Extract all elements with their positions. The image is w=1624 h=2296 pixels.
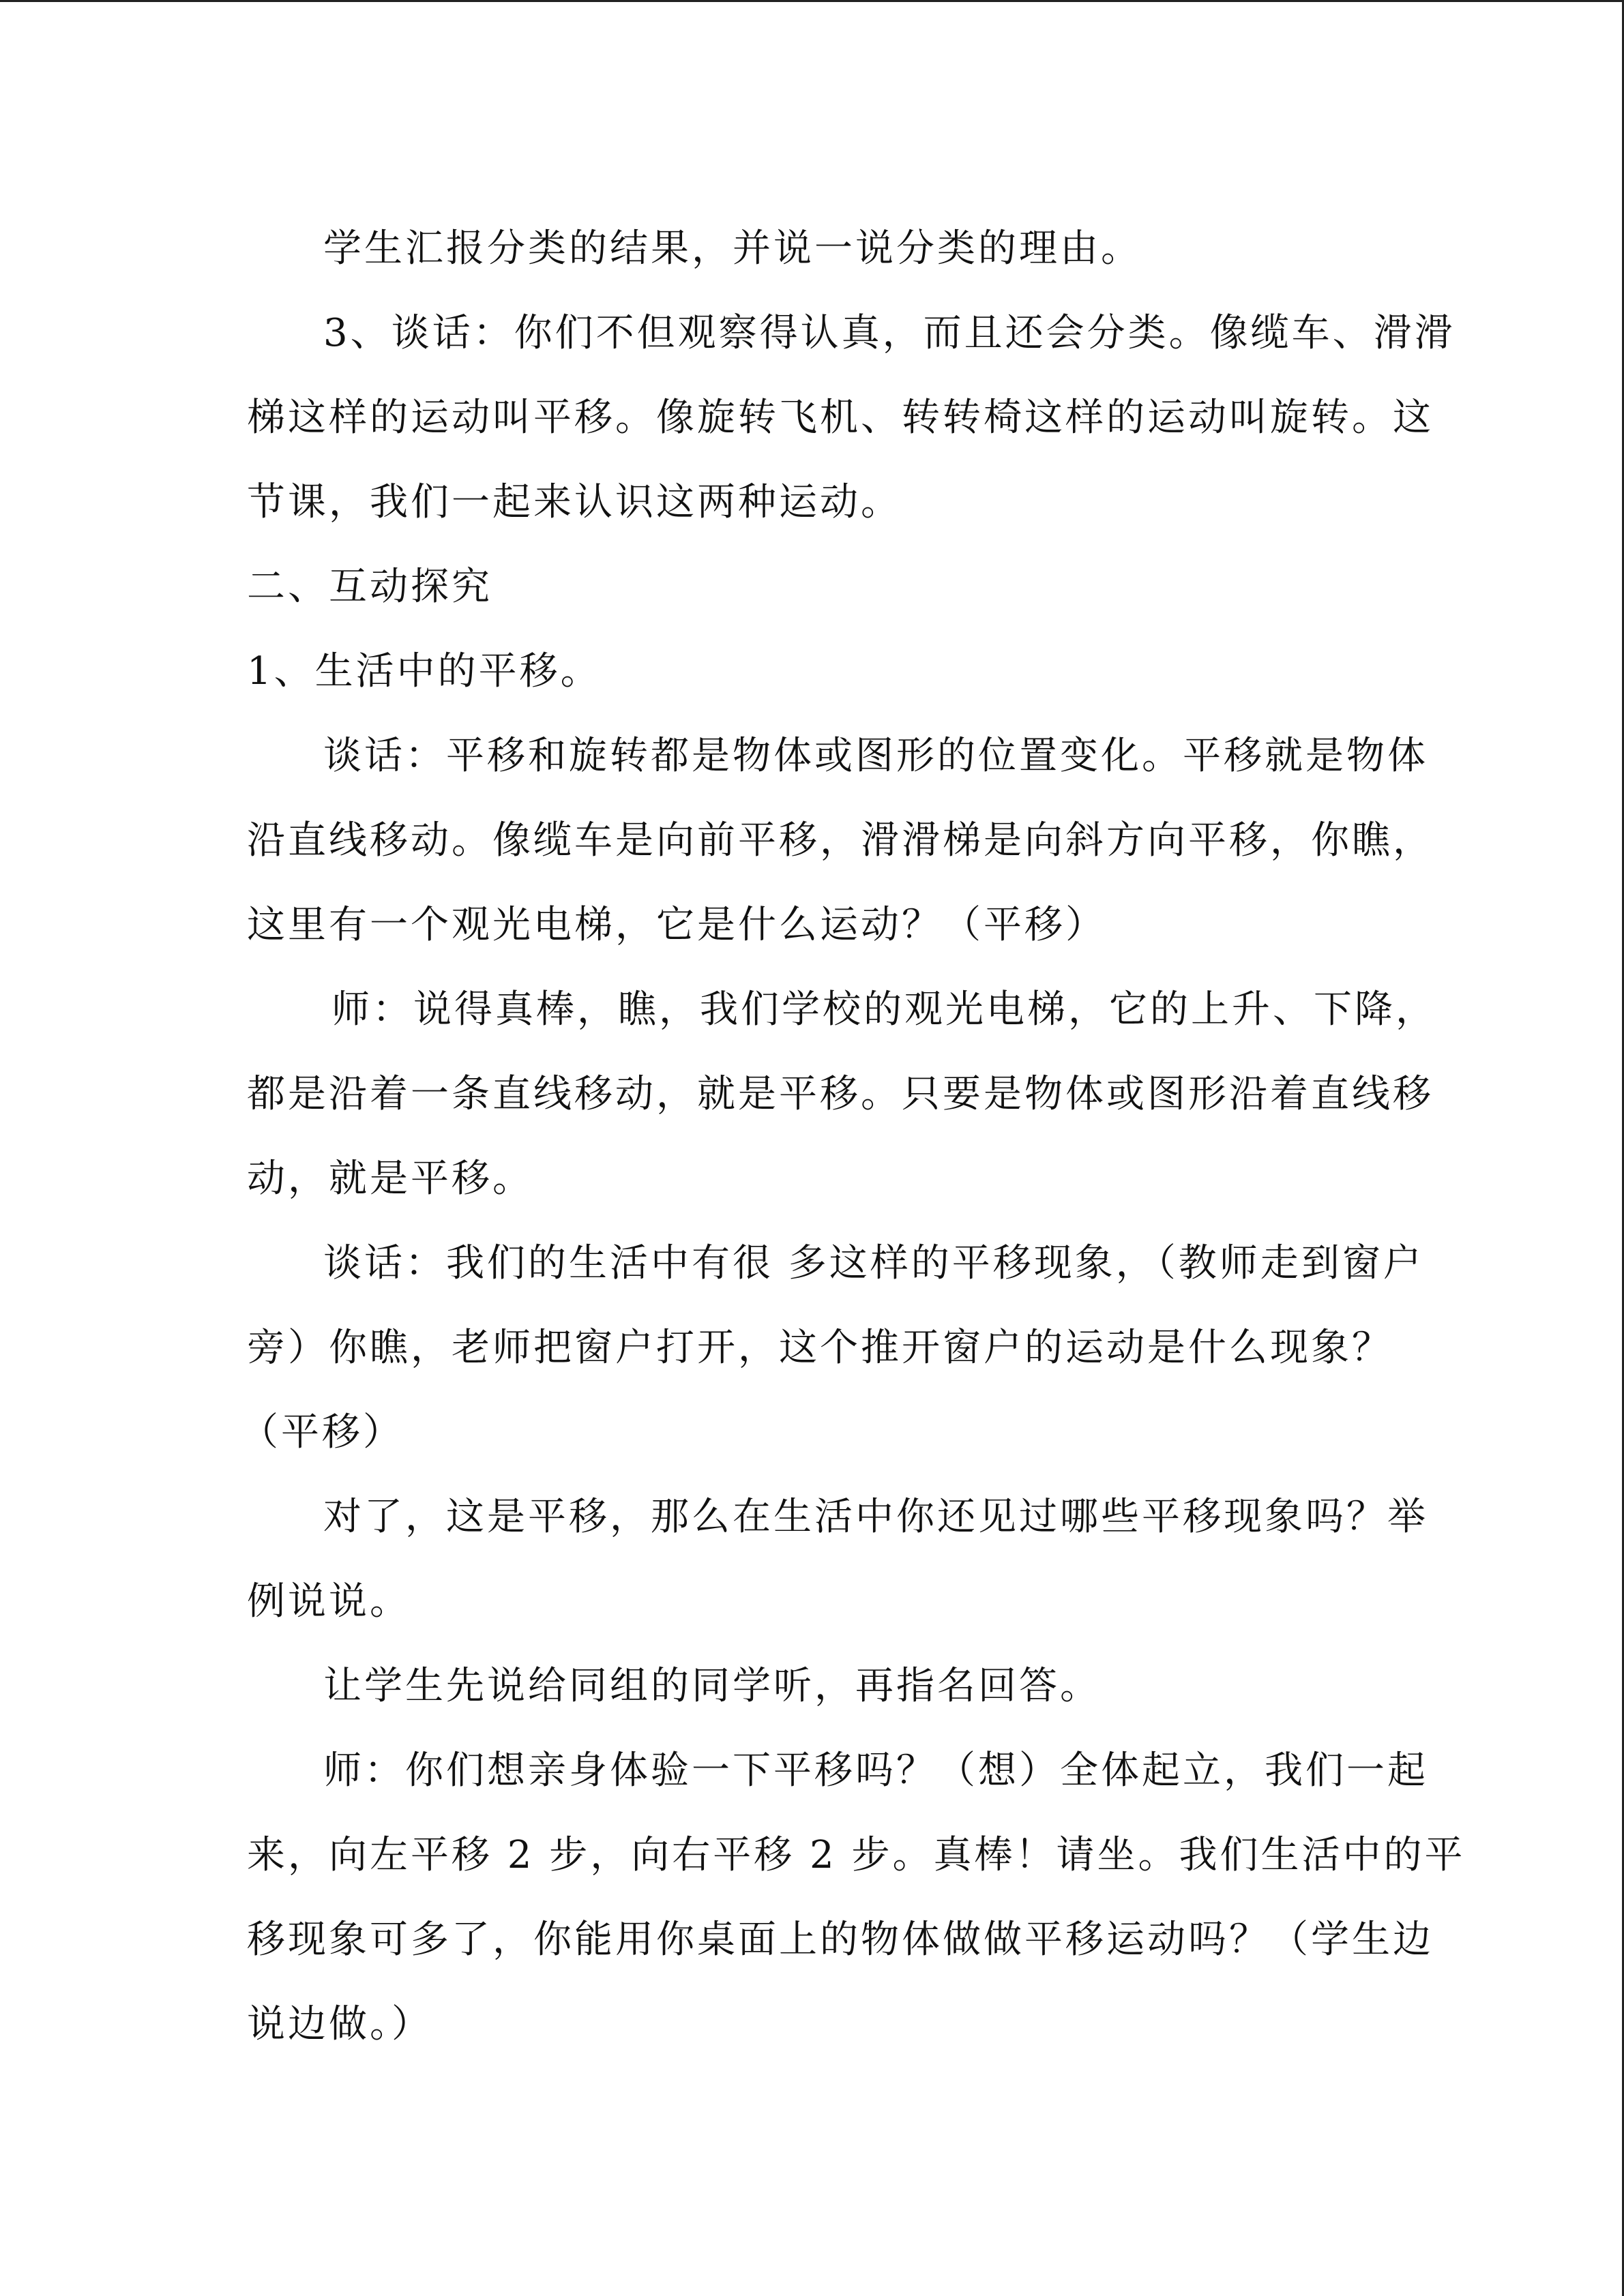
paragraph-line: 学生汇报分类的结果，并说一说分类的理由。	[323, 226, 1142, 271]
paragraph-line: 例说说。	[247, 1579, 411, 1624]
paragraph-line: 来，向左平移 2 步，向右平移 2 步。真棒！请坐。我们生活中的平	[247, 1833, 1466, 1877]
paragraph-line: 都是沿着一条直线移动，就是平移。只要是物体或图形沿着直线移	[247, 1072, 1434, 1116]
paragraph-line: 节课，我们一起来认识这两种运动。	[247, 480, 902, 524]
document-body	[240, 207, 1466, 2067]
paragraph-line: 师：你们想亲身体验一下平移吗？（想）全体起立，我们一起	[323, 1748, 1428, 1793]
paragraph-line: 移现象可多了，你能用你桌面上的物体做做平移运动吗？（学生边	[247, 1918, 1434, 1962]
section-heading: 二、互动探究	[247, 565, 492, 609]
paragraph-line: 谈话：平移和旋转都是物体或图形的位置变化。平移就是物体	[323, 734, 1428, 778]
paragraph-line: 让学生先说给同组的同学听，再指名回答。	[323, 1664, 1101, 1708]
paragraph-line: 沿直线移动。像缆车是向前平移，滑滑梯是向斜方向平移，你瞧，	[247, 818, 1434, 863]
paragraph-line: 说边做。）	[247, 2002, 432, 2046]
paragraph-line: 旁）你瞧，老师把窗户打开，这个推开窗户的运动是什么现象？	[247, 1326, 1393, 1370]
paragraph-line: （平移）	[240, 1410, 404, 1455]
paragraph-line: 谈话：我们的生活中有很 多这样的平移现象，（教师走到窗户	[323, 1241, 1424, 1285]
paragraph-line: 师：说得真棒，瞧，我们学校的观光电梯，它的上升、下降，	[331, 987, 1436, 1032]
paragraph-line: 3、谈话：你们不但观察得认真，而且还会分类。像缆车、滑滑	[323, 311, 1456, 355]
paragraph-line: 这里有一个观光电梯，它是什么运动？（平移）	[247, 903, 1106, 947]
subsection-heading: 1、生活中的平移。	[247, 649, 602, 694]
paragraph-line: 动，就是平移。	[247, 1157, 533, 1201]
paragraph-line: 对了，这是平移，那么在生活中你还见过哪些平移现象吗？举	[323, 1495, 1428, 1539]
paragraph-line: 梯这样的运动叫平移。像旋转飞机、转转椅这样的运动叫旋转。这	[247, 396, 1434, 440]
